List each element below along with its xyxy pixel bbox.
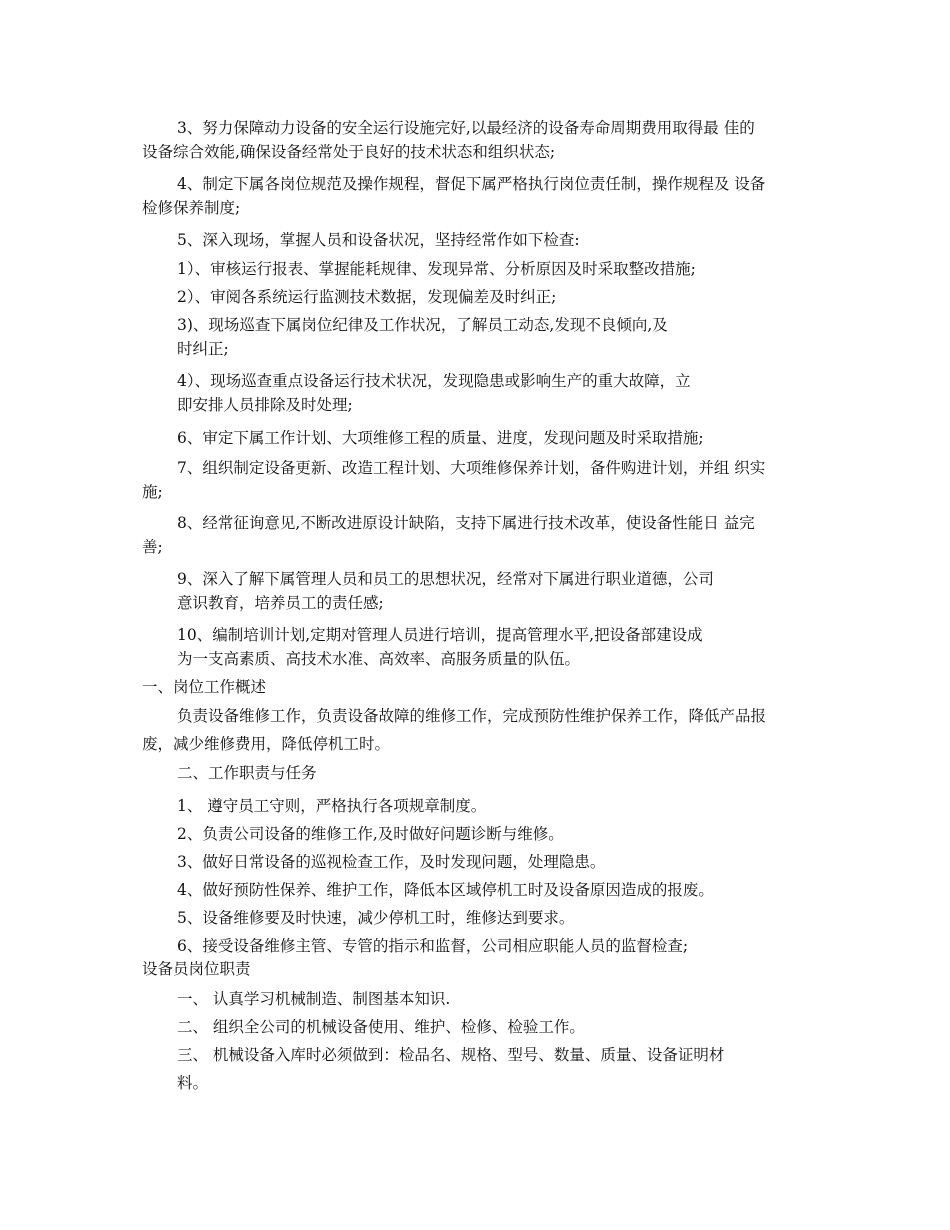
text-line: 1）、审核运行报表、掌握能耗规律、发现异常、分析原因及时采取整改措施;	[177, 260, 696, 278]
text-line: 设备综合效能,确保设备经常处于良好的技术状态和组织状态;	[142, 143, 556, 161]
text-line: 检修保养制度;	[142, 199, 241, 217]
text-line: 1、 遵守员工守则，严格执行各项规章制度。	[177, 797, 487, 815]
text-line: 10、编制培训计划,定期对管理人员进行培训，提高管理水平,把设备部建设成	[177, 626, 703, 644]
text-line: 4）、现场巡查重点设备运行技术状况，发现隐患或影响生产的重大故障，立	[177, 372, 691, 390]
text-line: 即安排人员排除及时处理;	[177, 396, 353, 414]
section-heading: 设备员岗位职责	[142, 960, 251, 978]
text-line: 3)、现场巡查下属岗位纪律及工作状况，了解员工动态,发现不良倾向,及	[177, 316, 668, 334]
text-line: 2）、审阅各系统运行监测技术数据，发现偏差及时纠正;	[177, 288, 557, 306]
text-line: 6、接受设备维修主管、专管的指示和监督，公司相应职能人员的监督检查;	[177, 937, 689, 955]
text-line: 3、努力保障动力设备的安全运行设施完好,以最经济的设备寿命周期费用取得最 佳的	[177, 119, 755, 137]
text-line: 5、设备维修要及时快速，减少停机工时，维修达到要求。	[177, 909, 575, 927]
text-line: 善;	[142, 538, 163, 556]
text-line: 8、经常征询意见,不断改进原设计缺陷，支持下属进行技术改革，使设备性能日 益完	[177, 514, 755, 532]
text-line: 负责设备维修工作，负责设备故障的维修工作，完成预防性维护保养工作，降低产品报	[177, 707, 767, 725]
text-line: 时纠正;	[177, 340, 229, 358]
section-heading: 一、岗位工作概述	[142, 678, 267, 696]
text-line: 三、 机械设备入库时必须做到：检品名、规格、型号、数量、质量、设备证明材	[177, 1046, 725, 1064]
text-line: 废，减少维修费用，降低停机工时。	[142, 735, 391, 753]
text-line: 一、 认真学习机械制造、制图基本知识.	[177, 990, 451, 1008]
text-line: 为一支高素质、高技术水准、高效率、高服务质量的队伍。	[177, 650, 581, 668]
text-line: 4、做好预防性保养、维护工作，降低本区域停机工时及设备原因造成的报废。	[177, 881, 714, 899]
text-line: 6、审定下属工作计划、大项维修工程的质量、进度，发现问题及时采取措施;	[177, 429, 704, 447]
text-line: 4、制定下属各岗位规范及操作规程，督促下属严格执行岗位责任制，操作规程及 设备	[177, 175, 766, 193]
text-line: 料。	[177, 1074, 209, 1092]
text-line: 二、 组织全公司的机械设备使用、维护、检修、检验工作。	[177, 1018, 585, 1036]
text-line: 3、做好日常设备的巡视检查工作，及时发现问题，处理隐患。	[177, 853, 606, 871]
text-line: 7、组织制定设备更新、改造工程计划、大项维修保养计划，备件购进计划，并组 织实	[177, 459, 766, 477]
text-line: 2、负责公司设备的维修工作,及时做好问题诊断与维修。	[177, 825, 564, 843]
text-line: 施;	[142, 483, 163, 501]
text-line: 9、深入了解下属管理人员和员工的思想状况，经常对下属进行职业道德，公司	[177, 570, 714, 588]
text-line: 5、深入现场，掌握人员和设备状况，坚持经常作如下检查:	[177, 231, 580, 249]
section-heading: 二、工作职责与任务	[177, 764, 317, 782]
text-line: 意识教育，培养员工的责任感;	[177, 594, 384, 612]
